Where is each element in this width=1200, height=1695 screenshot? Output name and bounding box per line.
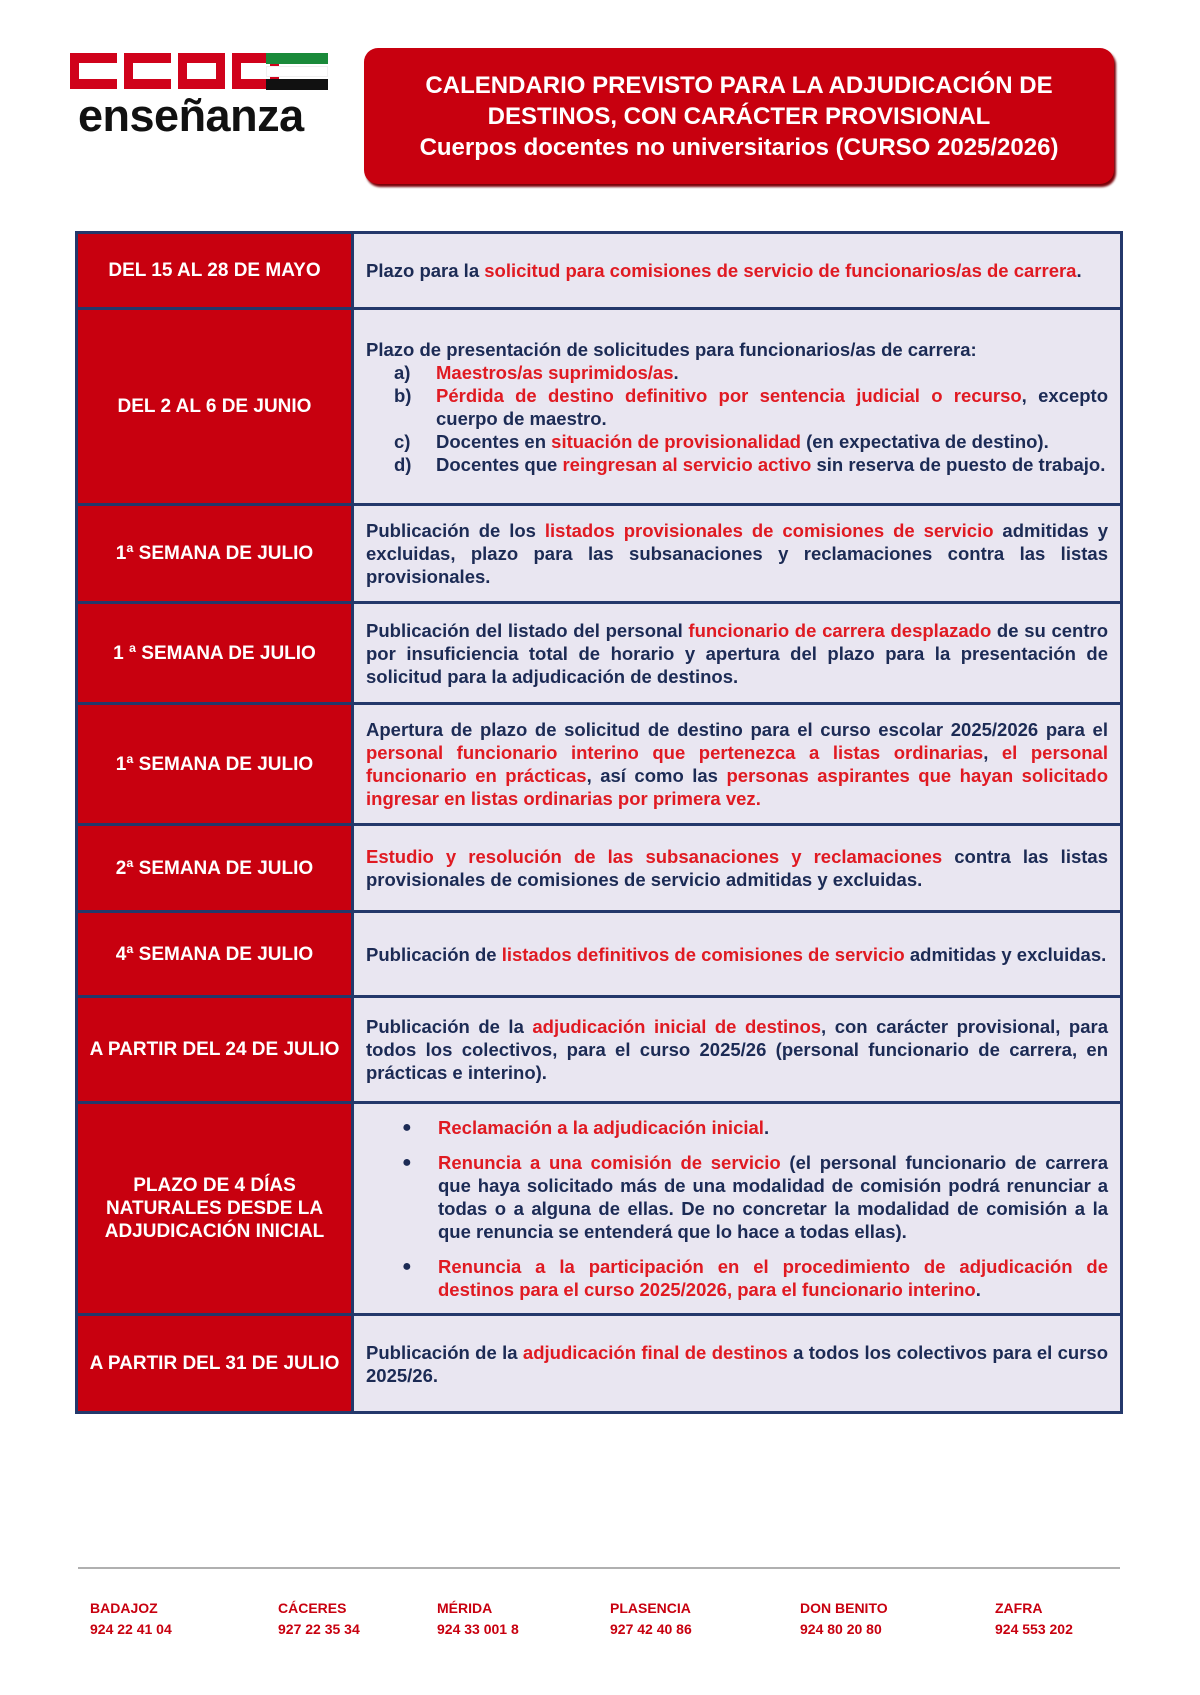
text: admitidas y excluidas.: [904, 943, 1107, 965]
text: Apertura de plazo de solicitud de destino para el curso escolar 2025/2026 para el: [366, 719, 1108, 740]
office-contact: [437, 1598, 519, 1640]
table-row: [77, 603, 1122, 704]
description-cell: [353, 912, 1122, 997]
date-cell: 1ª SEMANA DE JULIO: [77, 505, 353, 603]
calendar-table: [75, 231, 1123, 1414]
table-row: [77, 505, 1122, 603]
office-city: DON BENITO: [800, 1600, 888, 1616]
office-city: ZAFRA: [995, 1600, 1043, 1616]
title-banner: [364, 48, 1114, 184]
highlight-text: adjudicación inicial de destinos: [532, 1016, 822, 1037]
office-contact: [90, 1598, 172, 1640]
date-cell: PLAZO DE 4 DÍAS NATURALES DESDE LA ADJUDICACIÓN INICIAL: [77, 1103, 353, 1315]
text: sin reserva de puesto de trabajo.: [811, 453, 1106, 475]
list-item: [366, 1255, 1108, 1301]
intro-text: Plazo de presentación de solicitudes para funcionarios/as de carrera:: [366, 338, 977, 360]
text: Publicación de: [366, 943, 502, 965]
highlight-text: Renuncia a la participación en el procedimiento de adjudicación de destinos para el curso 2025/2026, para el funcionario interino: [438, 1256, 1108, 1300]
date-cell: 2ª SEMANA DE JULIO: [77, 825, 353, 912]
date-cell: DEL 15 AL 28 DE MAYO: [77, 233, 353, 309]
description-cell: [353, 997, 1122, 1103]
description-cell: [353, 825, 1122, 912]
office-contact: [610, 1598, 692, 1640]
office-contact: [278, 1598, 360, 1640]
title-line-1: CALENDARIO PREVISTO PARA LA ADJUDICACIÓN DE: [425, 71, 1053, 99]
text: a todos los colectivos para el curso 2025/26.: [366, 1341, 1109, 1386]
text: Publicación de la: [366, 1341, 523, 1363]
office-phone: 924 33 001 8: [437, 1621, 519, 1637]
office-city: CÁCERES: [278, 1600, 347, 1616]
office-contact: [800, 1598, 888, 1640]
bullet-list: [366, 1116, 1108, 1301]
item-list: [366, 361, 1108, 476]
text: Publicación de la: [366, 1016, 533, 1037]
ccoo-logo-mark: [70, 53, 279, 89]
list-item: [366, 1116, 1108, 1139]
text: Publicación del listado del personal: [366, 619, 689, 641]
date-cell: A PARTIR DEL 31 DE JULIO: [77, 1315, 353, 1413]
list-marker: a): [394, 361, 411, 383]
ccoo-ensenanza-logo: [70, 50, 335, 140]
logo-letter-c: [124, 53, 171, 89]
footer-divider: [78, 1567, 1120, 1569]
text: , con carácter provisional, para todos los colectivos, para el curso 2025/26 (personal funcionario de carrera, en prácticas e interino).: [366, 1016, 1109, 1083]
description-cell: [353, 1103, 1122, 1315]
office-phone: 927 22 35 34: [278, 1621, 360, 1637]
description-cell: [353, 603, 1122, 704]
table-row: [77, 825, 1122, 912]
table-row: [77, 1315, 1122, 1413]
highlight-text: solicitud para comisiones de servicio de funcionarios/as de carrera: [484, 260, 1077, 281]
table-row: [77, 309, 1122, 505]
footer-offices: [90, 1598, 1130, 1642]
date-cell: DEL 2 AL 6 DE JUNIO: [77, 309, 353, 505]
date-cell: 4ª SEMANA DE JULIO: [77, 912, 353, 997]
text: (el personal funcionario de carrera que haya solicitado más de una modalidad de comisión podrá renunciar a todas o a alguna de ellas. De no concretar la modalidad de comisión a la que renuncia se entenderá que lo hace a todas ellas).: [438, 1152, 1108, 1242]
office-city: PLASENCIA: [610, 1600, 691, 1616]
date-cell: 1ª SEMANA DE JULIO: [77, 704, 353, 825]
office-city: BADAJOZ: [90, 1600, 158, 1616]
text: (en expectativa de destino).: [800, 430, 1049, 452]
highlight-text: personas aspirantes que hayan solicitado ingresar en listas ordinarias por primera vez: [366, 765, 1108, 809]
office-phone: 924 22 41 04: [90, 1621, 172, 1637]
text: .: [673, 361, 679, 383]
highlight-text: reingresan al servicio activo: [562, 453, 812, 475]
highlight-text: listados definitivos de comisiones de servicio: [501, 943, 905, 965]
text: , así como las: [586, 765, 727, 786]
office-contact: [995, 1598, 1073, 1640]
extremadura-flag-icon: [266, 53, 328, 92]
bullet-icon: ●: [402, 1119, 412, 1136]
highlight-text: Maestros/as suprimidos/as: [436, 361, 674, 383]
highlight-text: listados provisionales de comisiones de servicio: [544, 520, 994, 541]
table-row: [77, 997, 1122, 1103]
text: admitidas y excluidas, plazo para las subsanaciones y reclamaciones contra las listas provisionales.: [366, 520, 1108, 587]
highlight-text: funcionario de carrera desplazado: [688, 619, 992, 641]
date-cell: A PARTIR DEL 24 DE JULIO: [77, 997, 353, 1103]
table-row: [77, 233, 1122, 309]
list-marker: c): [394, 430, 411, 452]
table-row: [77, 1103, 1122, 1315]
list-marker: b): [394, 384, 412, 406]
highlight-text: Estudio y resolución de las subsanaciones y reclamaciones: [366, 846, 943, 867]
description-cell: [353, 505, 1122, 603]
highlight-text: situación de provisionalidad: [551, 430, 801, 452]
description-cell: [353, 704, 1122, 825]
description-cell: [353, 1315, 1122, 1413]
title-line-3: Cuerpos docentes no universitarios (CURSO 2025/2026): [419, 133, 1059, 161]
list-marker: d): [394, 453, 412, 475]
highlight-text: Renuncia a una comisión de servicio: [438, 1152, 781, 1173]
highlight-text: personal funcionario interino que pertenezca a listas ordinarias: [366, 742, 984, 763]
text: .: [975, 1279, 981, 1300]
text: Docentes en: [436, 430, 552, 452]
text: Publicación de los: [366, 520, 545, 541]
text: .: [1076, 260, 1082, 281]
highlight-text: Reclamación a la adjudicación inicial: [438, 1117, 764, 1138]
date-cell: 1 ª SEMANA DE JULIO: [77, 603, 353, 704]
list-item: [366, 384, 1108, 430]
text: .: [755, 788, 761, 809]
office-phone: 927 42 40 86: [610, 1621, 692, 1637]
description-cell: [353, 309, 1122, 505]
text: de su centro por insuficiencia total de horario y apertura del plazo para la presentación de solicitud para la adjudicación de destinos.: [366, 619, 1108, 687]
bullet-icon: ●: [402, 1154, 412, 1171]
list-item: [366, 361, 1108, 384]
text: Plazo para la: [366, 260, 485, 281]
office-city: MÉRIDA: [437, 1600, 493, 1616]
office-phone: 924 80 20 80: [800, 1621, 882, 1637]
text: contra las listas provisionales de comisiones de servicio admitidas y excluidas.: [366, 846, 1108, 890]
list-item: [366, 1151, 1108, 1243]
text: Docentes que: [436, 453, 563, 475]
text: .: [763, 1117, 770, 1138]
table-row: [77, 912, 1122, 997]
title-line-2: DESTINOS, CON CARÁCTER PROVISIONAL: [487, 102, 991, 130]
logo-wordmark: enseñanza: [78, 90, 304, 141]
office-phone: 924 553 202: [995, 1621, 1073, 1637]
logo-letter-o: [178, 53, 225, 89]
bullet-icon: ●: [402, 1258, 412, 1275]
list-item: [366, 430, 1108, 453]
table-row: [77, 704, 1122, 825]
highlight-text: Pérdida de destino definitivo por sentencia judicial o recurso: [436, 384, 1022, 406]
text: , excepto cuerpo de maestro.: [436, 384, 1108, 429]
logo-letter-c: [70, 53, 117, 89]
highlight-text: adjudicación final de destinos: [522, 1341, 788, 1363]
highlight-text: el personal funcionario en prácticas: [366, 742, 1108, 786]
text: ,: [983, 742, 1002, 763]
list-item: [366, 453, 1108, 476]
description-cell: [353, 233, 1122, 309]
